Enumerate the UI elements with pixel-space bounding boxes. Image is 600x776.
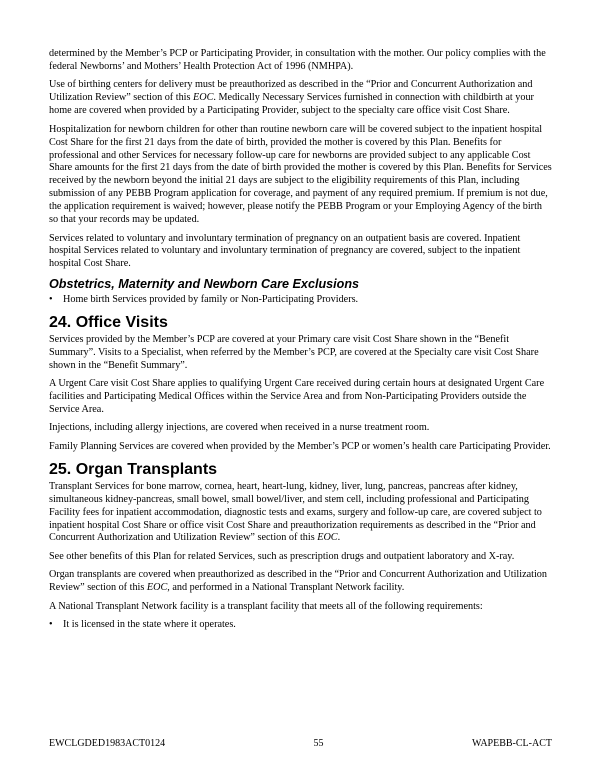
paragraph-transplant-services [49, 481, 552, 546]
eoc-italic: EOC [317, 532, 338, 544]
paragraph-nmhpa: determined by the Member’s PCP or Participating Provider, in consultation with the mother. Our policy complies with the federal Newborns’ and Mothers’ Health Protection Act of 1996 (NMHPA). [49, 48, 546, 72]
paragraph-text: Organ transplants are covered when preauthorized as described in the “Prior and Concurrent Authorization and Utilization Review” section of this [49, 569, 547, 594]
bullet-icon: • [49, 293, 53, 305]
paragraph-injections: Injections, including allergy injections, are covered when received in a nurse treatment room. [49, 422, 430, 434]
eoc-italic: EOC [146, 582, 168, 594]
paragraph-text: Transplant Services for bone marrow, cornea, heart, heart-lung, kidney, liver, lung, pancreas, pancreas after kidney, simultaneous kidney-pancreas, small bowel, small bowel/liver, and stem cell, including professional and Participating Facility fees for inpatient accommodation, diagnostic tests and exams, surgery and follow-up care, are covered subject to inpatient hospital Cost Share or office visit Cost Share and preauthorization requirements as described in the “Prior and Concurrent Authorization and Utilization Review” section of this [49, 480, 542, 544]
section-heading-office-visits: 24. Office Visits [49, 313, 168, 331]
paragraph-birthing-centers [49, 79, 552, 118]
requirement-text: It is licensed in the state where it operates. [63, 619, 236, 631]
paragraph-newborn-hospitalization: Hospitalization for newborn children for other than routine newborn care will be covered subject to the inpatient hospital Cost Share for the first 21 days from the date of birth, provided the mother is covered by this Plan. Benefits for professional and other Services for necessary follow-up care for newborns are provided subject to any applicable Cost Share amounts for the first 21 days from the date of birth provided the mother is covered by this Plan. Benefits for Services received by the newborn beyond the initial 21 days are subject to the eligibility requirements of this Plan, including submission of any PEBB Program application for coverage, and payment of any required premium. If premium is not due, the application requirement is waived; however, please notify the PEBB Program or your Employing Agency of the birth so that your records may be updated. [49, 123, 552, 226]
section-heading-organ-transplants: 25. Organ Transplants [49, 460, 218, 478]
paragraph-family-planning: Family Planning Services are covered when provided by the Member’s PCP or women’s health care Participating Provider. [49, 440, 551, 452]
paragraph-termination-of-pregnancy: Services related to voluntary and involuntary termination of pregnancy on an outpatient basis are covered. Inpatient hospital Services related to voluntary and involuntary termination of pregnancy are covered, subject to the inpatient hospital Cost Share. [49, 232, 521, 270]
footer-page-number: 55 [313, 738, 324, 749]
footer-form-code: WAPEBB-CL-ACT [471, 738, 552, 749]
exclusion-text: Home birth Services provided by family or Non-Participating Providers. [63, 293, 359, 305]
paragraph-text: Use of birthing centers for delivery must be preauthorized as described in the “Prior and Concurrent Authorization and Utilization Review” section of this [49, 79, 533, 104]
paragraph-text: . [337, 532, 341, 544]
footer-document-code: EWCLGDED1983ACT0124 [49, 738, 166, 749]
paragraph-related-services: See other benefits of this Plan for related Services, such as prescription drugs and outpatient laboratory and X-ray. [49, 550, 515, 562]
paragraph-urgent-care: A Urgent Care visit Cost Share applies to qualifying Urgent Care received during certain hours at designated Urgent Care facilities and Participating Medical Offices within the Service Area and from Non-Participating Providers outside the Service Area. [49, 378, 545, 415]
bullet-icon: • [49, 619, 53, 631]
paragraph-network-facility: A National Transplant Network facility is a transplant facility that meets all of the following requirements: [49, 600, 483, 612]
paragraph-transplant-preauthorization [49, 569, 552, 595]
paragraph-text: , and performed in a National Transplant Network facility. [167, 582, 405, 594]
facility-requirement-item [49, 619, 552, 632]
exclusions-heading: Obstetrics, Maternity and Newborn Care Exclusions [49, 276, 360, 291]
eoc-italic: EOC [193, 92, 214, 104]
page-body [49, 48, 552, 637]
paragraph-text: . Medically Necessary Services furnished in connection with childbirth at your home are covered when provided by a Participating Provider, subject to the specialty care office visit Cost Share. [49, 92, 534, 117]
exclusion-list-item [49, 294, 552, 307]
page-footer [49, 738, 552, 750]
paragraph-pcp-visits: Services provided by the Member’s PCP are covered at your Primary care visit Cost Share shown in the “Benefit Summary”. Visits to a Specialist, when referred by the Member’s PCP, are covered at the Specialty care visit Cost Share shown in the “Benefit Summary”. [49, 333, 539, 371]
